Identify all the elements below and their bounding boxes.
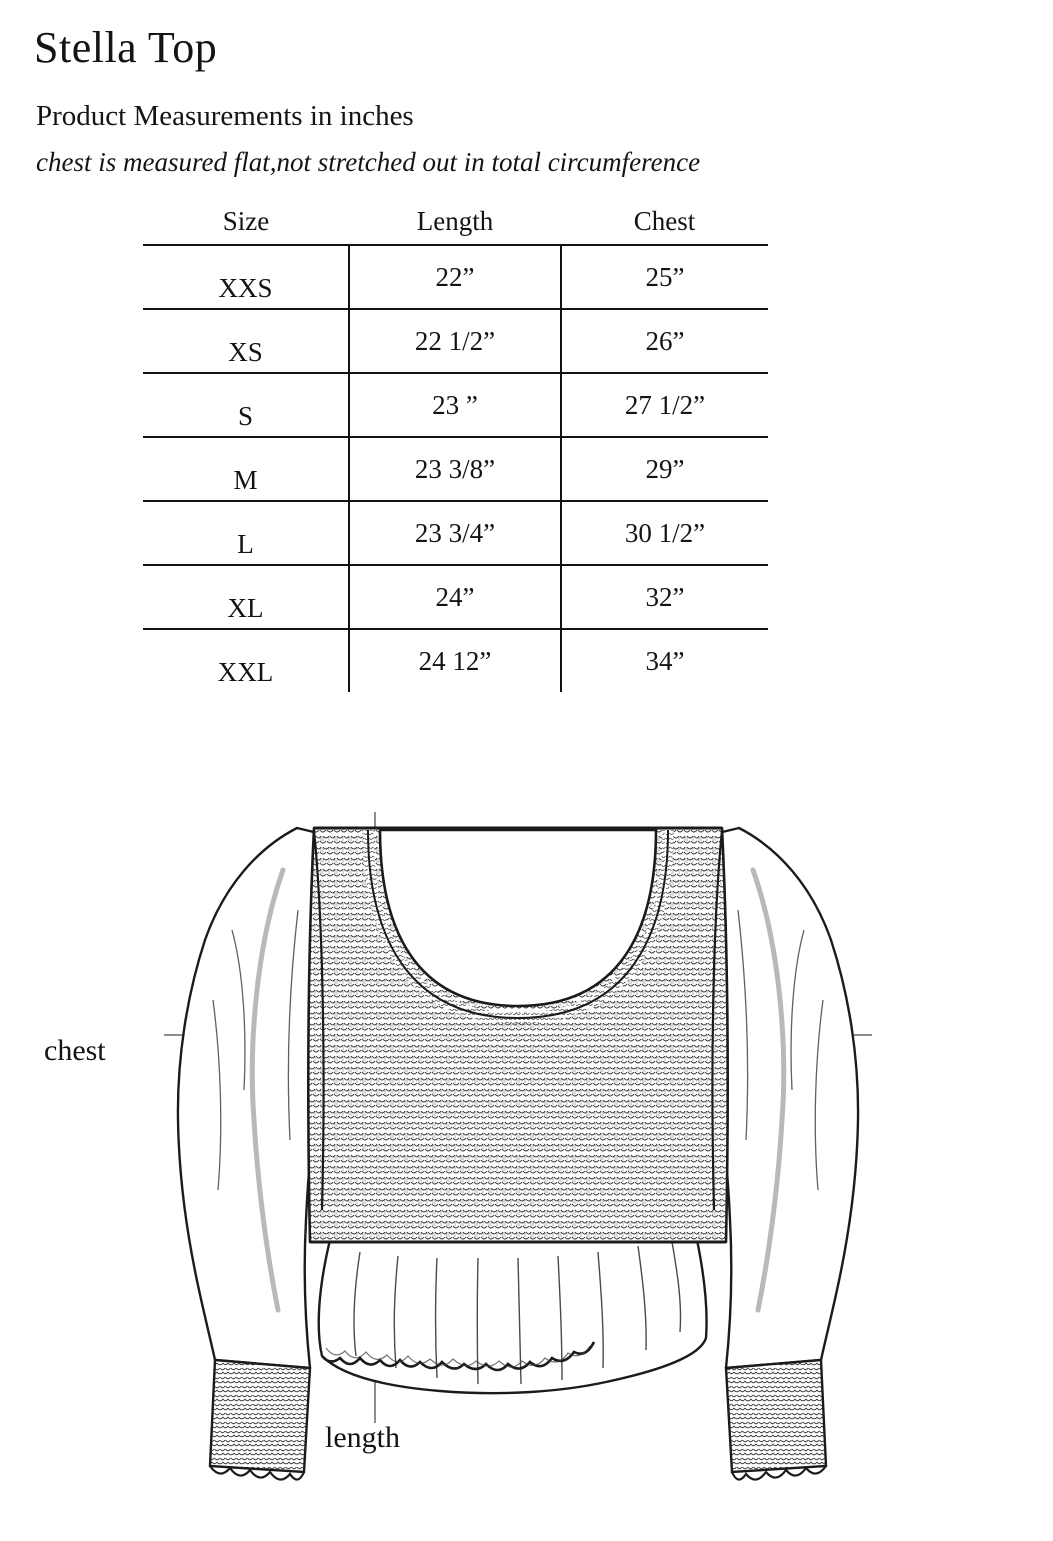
cell-chest: 29” [561,437,768,501]
cell-length: 24 12” [349,629,561,692]
garment-technical-flat-svg [0,790,1053,1530]
cell-chest: 26” [561,309,768,373]
cell-length: 23 ” [349,373,561,437]
table-row [143,565,768,629]
cell-length: 22” [349,245,561,309]
table-row [143,629,768,692]
cell-length: 24” [349,565,561,629]
column-header-size: Size [143,198,349,245]
column-header-length: Length [349,198,561,245]
table-row [143,437,768,501]
cell-length: 23 3/8” [349,437,561,501]
cell-size: XXL [217,657,274,687]
garment-illustration [0,790,1053,1530]
table-row [143,245,768,309]
size-measurements-table [143,198,768,692]
table-row [143,309,768,373]
cell-length: 23 3/4” [349,501,561,565]
cell-chest: 30 1/2” [561,501,768,565]
cell-length: 22 1/2” [349,309,561,373]
page-subtitle: Product Measurements in inches [36,100,414,132]
right-cuff [726,1360,826,1480]
cell-size: XXS [143,245,349,309]
table-header-row [143,198,768,245]
cell-chest: 27 1/2” [561,373,768,437]
page-title: Stella Top [34,23,218,72]
cell-chest: 32” [561,565,768,629]
cell-size: XS [143,309,349,373]
peplum-ruffle [319,1240,707,1393]
cell-size: XL [143,565,349,629]
table-row [143,501,768,565]
length-measurement-label: length [325,1421,400,1454]
column-header-chest: Chest [561,198,768,245]
chest-measurement-label: chest [44,1034,106,1067]
table-row [143,373,768,437]
cell-size: M [143,437,349,501]
left-cuff [210,1360,310,1480]
cell-size: L [143,501,349,565]
measurement-note: chest is measured flat,not stretched out in total circumference [36,147,701,177]
cell-size: S [143,373,349,437]
cell-chest: 25” [561,245,768,309]
cell-chest: 34” [645,645,685,676]
